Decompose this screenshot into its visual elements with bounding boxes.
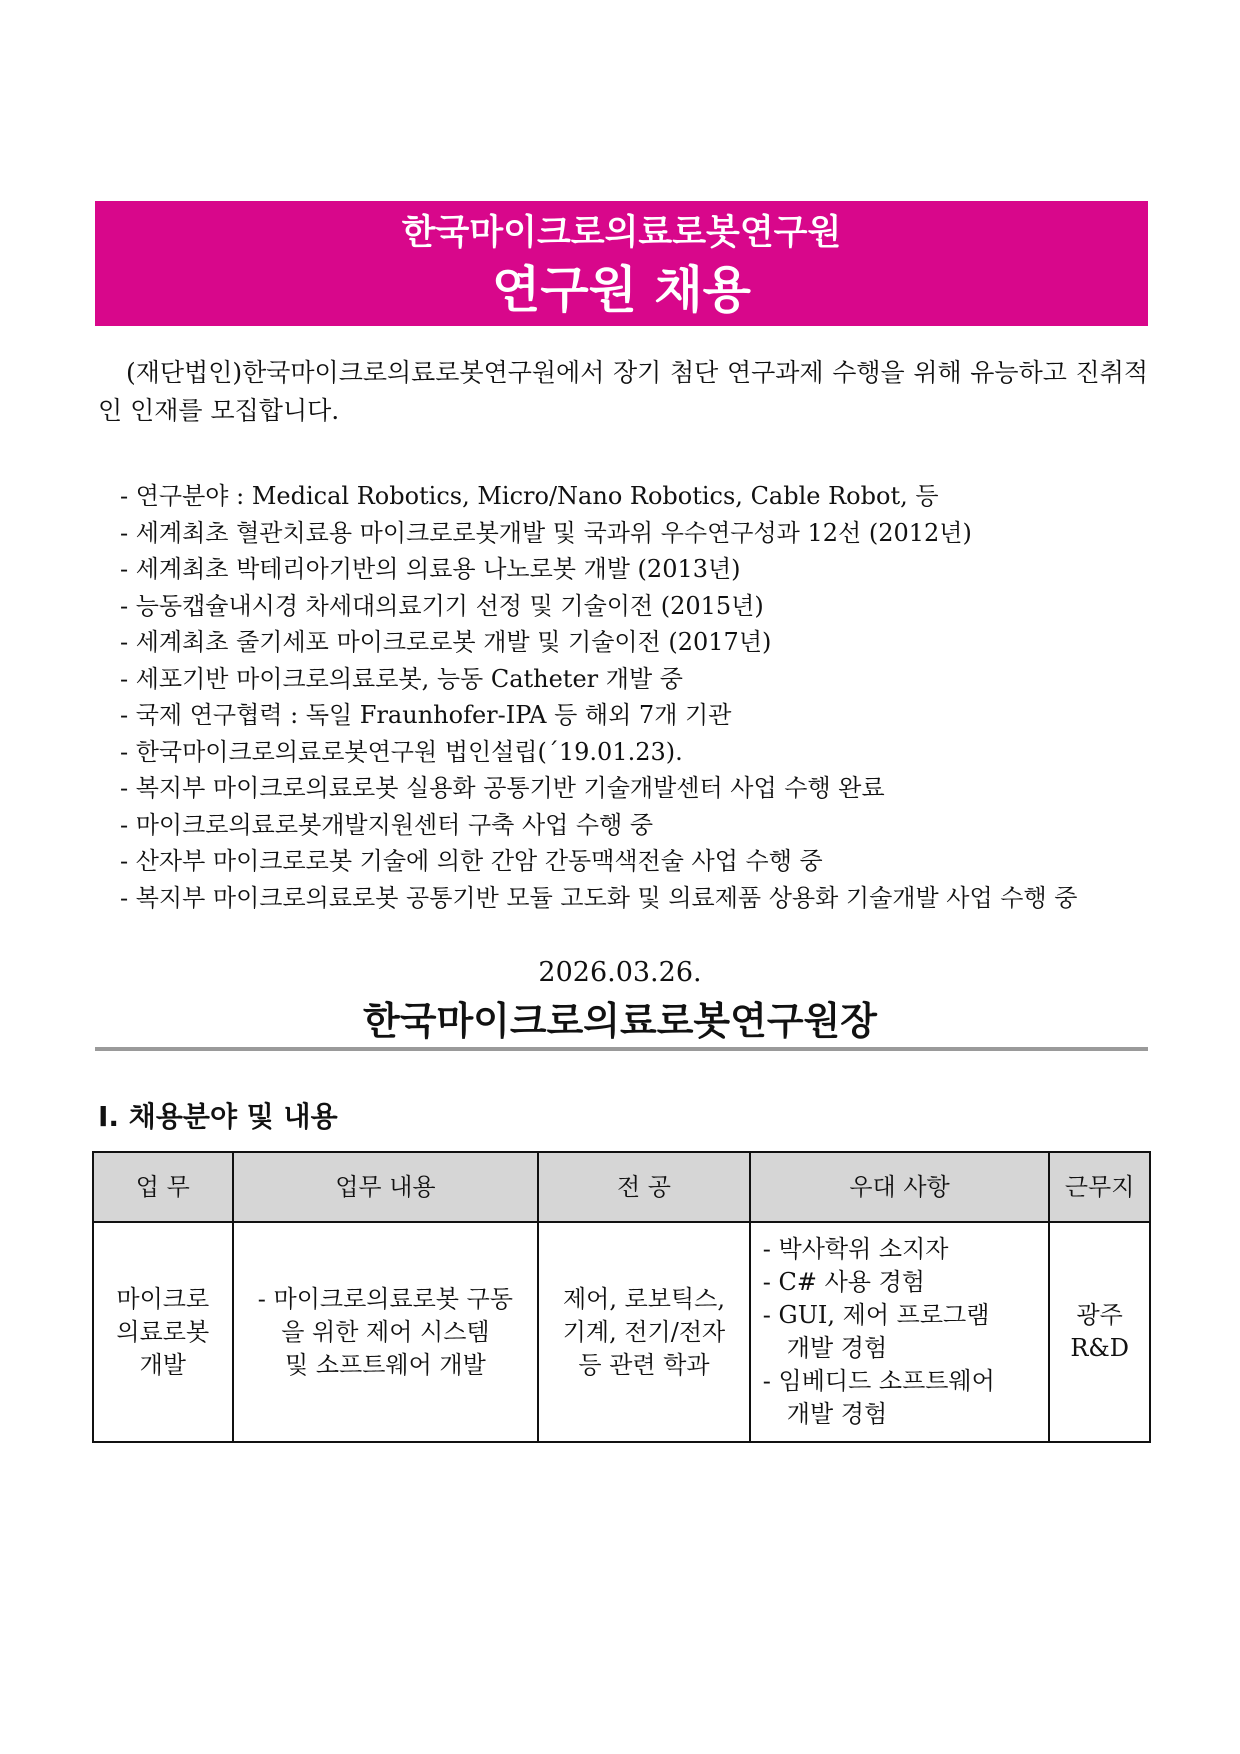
cell-line: 및 소프트웨어 개발 [285,1350,486,1379]
list-item: - 한국마이크로의료로봇연구원 법인설립(´19.01.23). [120,737,683,766]
list-item: - 세계최초 혈관치료용 마이크로로봇개발 및 국과위 우수연구성과 12선 (2012년) [120,518,972,547]
cell-major [538,1222,750,1442]
intro-paragraph [98,354,1148,430]
cell-line: 을 위한 제어 시스템 [281,1317,490,1346]
cell-line: 광주 [1076,1301,1123,1329]
title-banner [95,201,1148,326]
highlights-list [120,478,1140,916]
cell-line: - GUI, 제어 프로그램 [762,1301,990,1329]
cell-line: 등 관련 학과 [578,1350,710,1379]
cell-line: 제어, 로보틱스, [562,1284,725,1313]
section-heading: Ⅰ. 채용분야 및 내용 [98,1100,338,1133]
list-item: - 세포기반 마이크로의료로봇, 능동 Catheter 개발 중 [120,664,683,693]
header-major: 전 공 [538,1152,750,1222]
table-header-row [93,1152,1150,1222]
recruitment-table [92,1151,1151,1443]
divider [95,1047,1148,1051]
list-item: - 세계최초 박테리아기반의 의료용 나노로봇 개발 (2013년) [120,555,741,583]
cell-location [1049,1222,1150,1442]
cell-preferred [750,1222,1050,1442]
cell-line: - 임베디드 소프트웨어 [762,1367,995,1395]
cell-duty [233,1222,539,1442]
header-location: 근무지 [1049,1152,1150,1222]
cell-line: - 박사학위 소지자 [762,1235,949,1263]
cell-line: 개발 [139,1350,186,1379]
cell-line: 기계, 전기/전자 [562,1317,726,1346]
cell-line: R&D [1070,1334,1129,1362]
cell-line: 마이크로 [116,1284,210,1313]
cell-line: 의료로봇 [116,1317,210,1346]
header-job: 업 무 [93,1152,233,1222]
cell-line: 개발 경험 [786,1400,888,1428]
cell-job [93,1222,233,1442]
list-item: - 산자부 마이크로로봇 기술에 의한 간암 간동맥색전술 사업 수행 중 [120,847,823,875]
signer-name: 한국마이크로의료로봇연구원장 [363,998,877,1043]
cell-line: - C# 사용 경험 [762,1268,925,1296]
table-row [93,1222,1150,1442]
banner-title: 연구원 채용 [492,261,751,319]
list-item: - 복지부 마이크로의료로봇 실용화 공통기반 기술개발센터 사업 수행 완료 [120,774,885,802]
banner-org-name: 한국마이크로의료로봇연구원 [401,213,842,253]
list-item: - 국제 연구협력 : 독일 Fraunhofer-IPA 등 해외 7개 기관 [120,701,732,729]
list-item: - 마이크로의료로봇개발지원센터 구축 사업 수행 중 [120,810,654,839]
list-item: - 연구분야 : Medical Robotics, Micro/Nano Robotics, Cable Robot, 등 [120,482,939,510]
header-duty: 업무 내용 [233,1152,539,1222]
notice-date: 2026.03.26. [538,957,702,988]
header-preferred: 우대 사항 [750,1152,1050,1222]
list-item: - 능동캡슐내시경 차세대의료기기 선정 및 기술이전 (2015년) [120,591,764,620]
cell-line: 개발 경험 [786,1334,888,1362]
list-item: - 세계최초 줄기세포 마이크로로봇 개발 및 기술이전 (2017년) [120,628,772,656]
cell-line: - 마이크로의료로봇 구동 [257,1284,513,1313]
list-item: - 복지부 마이크로의료로봇 공통기반 모듈 고도화 및 의료제품 상용화 기술개발 사업 수행 중 [120,883,1078,912]
intro-text: (재단법인)한국마이크로의료로봇연구원에서 장기 첨단 연구과제 수행을 위해 유능하고 진취적인 인재를 모집합니다. [98,358,1148,425]
